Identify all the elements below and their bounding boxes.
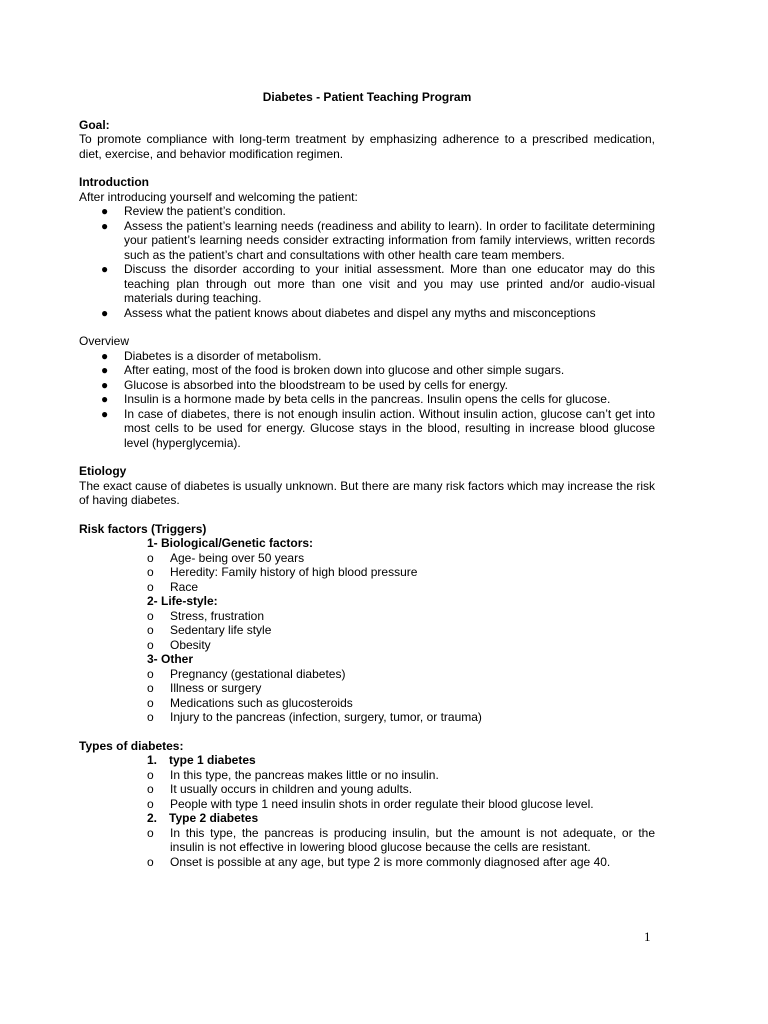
page-number: 1	[644, 929, 651, 944]
list-item: ● Assess the patient’s learning needs (readiness and ability to learn). In order to facilitate determining your patient’s learning needs consider extracting information from family interviews, written records such as the patient’s chart and consultations with other health care team members.	[101, 218, 655, 262]
introduction-heading: Introduction	[79, 175, 149, 189]
type-group-list	[79, 826, 655, 870]
bullet-dot-icon: ●	[101, 305, 109, 320]
list-item: o Obesity	[147, 637, 211, 652]
etiology-section	[79, 464, 655, 508]
list-item: ● Insulin is a hormone made by beta cells in the pancreas. Insulin opens the cells for glucose.	[101, 392, 611, 406]
risk-group-list	[79, 667, 655, 725]
overview-list	[79, 349, 655, 451]
document-title: Diabetes - Patient Teaching Program	[262, 90, 472, 104]
list-item: ● Glucose is absorbed into the bloodstream to be used by cells for energy.	[101, 377, 508, 392]
list-item: o People with type 1 need insulin shots in order regulate their blood glucose level.	[147, 796, 594, 811]
list-item: ● Review the patient’s condition.	[101, 204, 286, 218]
list-item: o Race	[147, 579, 199, 594]
bullet-circle-icon: o	[147, 608, 154, 623]
type-group-label: 2. Type 2 diabetes	[147, 811, 259, 825]
document-page	[79, 90, 655, 883]
list-item: o It usually occurs in children and young adults.	[147, 782, 413, 796]
risk-group-label: 1- Biological/Genetic factors:	[147, 536, 314, 550]
list-item: ● Discuss the disorder according to your initial assessment. More than one educator may do this teaching plan through out more than one visit and you may use printed and/or audio-visual materials during teaching.	[101, 262, 655, 305]
bullet-circle-icon: o	[147, 579, 154, 594]
introduction-lead: After introducing yourself and welcoming the patient:	[79, 189, 358, 204]
etiology-heading: Etiology	[79, 464, 127, 478]
list-item: o Pregnancy (gestational diabetes)	[147, 666, 346, 681]
list-item: o Onset is possible at any age, but type 2 is more commonly diagnosed after age 40.	[147, 854, 611, 869]
types-section	[79, 739, 655, 870]
risk-factors-heading: Risk factors (Triggers)	[79, 521, 207, 536]
etiology-text: The exact cause of diabetes is usually unknown. But there are many risk factors which may increase the risk of having diabetes.	[79, 478, 655, 507]
risk-factors-section	[79, 522, 655, 725]
risk-factor-groups	[147, 536, 655, 725]
bullet-circle-icon: o	[147, 854, 154, 869]
bullet-dot-icon: ●	[101, 204, 109, 218]
bullet-dot-icon: ●	[101, 377, 109, 392]
list-item: o Injury to the pancreas (infection, surgery, tumor, or trauma)	[147, 710, 482, 724]
list-item: o Age- being over 50 years	[147, 550, 305, 565]
risk-group-label: 3- Other	[147, 652, 194, 666]
bullet-dot-icon: ●	[101, 363, 109, 377]
bullet-dot-icon: ●	[101, 218, 109, 233]
bullet-circle-icon: o	[147, 782, 154, 796]
bullet-circle-icon: o	[147, 666, 154, 681]
bullet-circle-icon: o	[147, 565, 154, 579]
list-item: o Illness or surgery	[147, 681, 262, 695]
bullet-circle-icon: o	[147, 550, 154, 565]
goal-text: To promote compliance with long-term treatment by emphasizing adherence to a prescribed medication, diet, exercise, and behavior modification regimen.	[79, 132, 655, 161]
bullet-circle-icon: o	[147, 796, 154, 811]
list-item: ● Assess what the patient knows about diabetes and dispel any myths and misconceptions	[101, 305, 596, 320]
list-item: o In this type, the pancreas makes little or no insulin.	[147, 767, 439, 782]
list-item: o Sedentary life style	[147, 623, 272, 637]
bullet-circle-icon: o	[147, 710, 154, 724]
bullet-circle-icon: o	[147, 695, 154, 710]
introduction-list	[79, 204, 655, 320]
bullet-circle-icon: o	[147, 637, 154, 652]
type-group-list	[79, 768, 655, 812]
types-heading: Types of diabetes:	[79, 738, 184, 753]
list-item: o Heredity: Family history of high blood pressure	[147, 565, 418, 579]
type-group-label: 1. type 1 diabetes	[147, 753, 256, 767]
risk-group-list	[79, 609, 655, 653]
goal-section	[79, 118, 655, 162]
risk-group-label: 2- Life-style:	[147, 594, 218, 608]
list-item: ● After eating, most of the food is broken down into glucose and other simple sugars.	[101, 363, 565, 377]
risk-group-list	[79, 551, 655, 595]
list-item: o Stress, frustration	[147, 608, 265, 623]
bullet-circle-icon: o	[147, 623, 154, 637]
bullet-circle-icon: o	[147, 681, 154, 695]
list-item: ● Diabetes is a disorder of metabolism.	[101, 348, 322, 363]
list-item: o Medications such as glucosteroids	[147, 695, 353, 710]
bullet-circle-icon: o	[147, 767, 154, 782]
bullet-dot-icon: ●	[101, 348, 109, 363]
bullet-dot-icon: ●	[101, 406, 109, 421]
list-item: o In this type, the pancreas is producing insulin, but the amount is not adequate, or the insulin is not effective in lowering blood glucose because the cells are resistant.	[147, 825, 655, 854]
introduction-section	[79, 175, 655, 320]
goal-heading: Goal:	[79, 117, 110, 132]
overview-heading: Overview	[79, 334, 130, 348]
bullet-dot-icon: ●	[101, 262, 109, 276]
list-item: ● In case of diabetes, there is not enough insulin action. Without insulin action, glucose can’t get into most cells to be used for energy. Glucose stays in the blood, resulting in increase blood glucose level (hyperglycemia).	[101, 406, 655, 450]
overview-section	[79, 334, 655, 450]
bullet-dot-icon: ●	[101, 392, 109, 406]
bullet-circle-icon: o	[147, 825, 154, 840]
